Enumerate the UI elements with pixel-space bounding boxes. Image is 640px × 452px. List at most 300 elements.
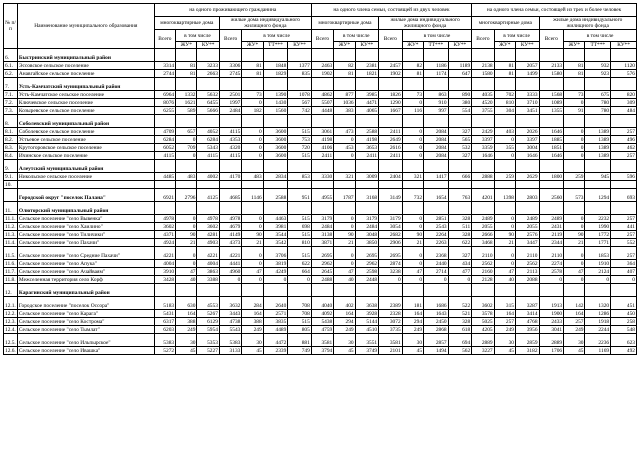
row-value: [154, 78, 175, 91]
row-value: [494, 160, 515, 173]
row-value: 3133: [219, 347, 241, 355]
row-value: 4052: [197, 128, 219, 136]
row-value: 4205: [472, 326, 494, 334]
row-number: 12.5.: [4, 334, 18, 347]
row-value: 142: [564, 297, 585, 310]
row-value: [311, 78, 333, 91]
row-value: 3578: [472, 310, 494, 318]
row-value: 0: [242, 99, 263, 107]
row-number: 11.4.: [5, 240, 16, 246]
row-value: 2244: [585, 326, 611, 334]
row-value: [197, 181, 219, 189]
row-value: 1568: [539, 91, 564, 99]
row-value: 3544: [263, 231, 288, 239]
row-value: 2368: [424, 247, 449, 260]
row-value: 3794: [311, 347, 333, 355]
row-name: Олюторский муниципальный район: [17, 202, 154, 215]
row-value: [516, 202, 540, 215]
row-value: 90: [176, 231, 197, 239]
row-name: Сельское поселение "село Средние Пахачи": [17, 247, 154, 260]
row-value: 0: [564, 247, 585, 260]
row-value: 6317: [154, 318, 175, 326]
row-value: 1853: [585, 247, 611, 260]
row-value: 5144: [355, 318, 379, 326]
table-row: [4, 223, 637, 231]
row-number: 8.4.: [4, 152, 18, 160]
row-value: 2084: [424, 136, 449, 144]
row-value: 0: [494, 223, 515, 231]
row-value: 1654: [424, 189, 449, 202]
row-value: 1706: [539, 347, 564, 355]
row-name: Ичинское сельское поселение: [17, 152, 154, 160]
table-row: [4, 70, 637, 78]
row-value: 2868: [424, 326, 449, 334]
row-value: 2128: [472, 276, 494, 284]
row-value: 3956: [516, 326, 540, 334]
row-value: 2649: [379, 136, 403, 144]
row-value: [311, 181, 333, 189]
row-value: 1332: [176, 91, 197, 99]
row-value: [355, 115, 379, 128]
row-value: 2389: [379, 297, 403, 310]
header-ku: КУ**: [355, 42, 379, 49]
row-value: 0: [288, 276, 312, 284]
row-value: [197, 49, 219, 62]
header-zhu: ЖУ*: [494, 42, 515, 49]
row-value: 2629: [516, 173, 540, 181]
row-value: 1643: [424, 310, 449, 318]
row-value: 492: [611, 347, 637, 355]
row-value: [539, 49, 564, 62]
table-row: [4, 144, 637, 152]
row-value: 5666: [197, 107, 219, 115]
row-value: 1560: [263, 107, 288, 115]
row-value: 5632: [197, 91, 219, 99]
row-value: [472, 202, 494, 215]
row-value: [564, 115, 585, 128]
row-value: [379, 160, 403, 173]
row-value: 2745: [219, 70, 241, 78]
row-value: [311, 202, 333, 215]
row-value: 249: [242, 326, 263, 334]
row-value: [242, 115, 263, 128]
row-value: 259: [494, 173, 515, 181]
header-mkd: многоквартирные дома: [154, 17, 219, 30]
row-value: 294: [402, 318, 423, 326]
header-total: Всего: [539, 30, 564, 49]
row-value: [448, 115, 472, 128]
row-value: [197, 284, 219, 297]
row-value: 5954: [197, 326, 219, 334]
row-value: 675: [585, 91, 611, 99]
header-num: № п/п: [4, 4, 18, 49]
row-value: 0: [564, 215, 585, 223]
row-value: 2484: [355, 223, 379, 231]
row-value: 47: [334, 268, 355, 276]
row-value: [288, 160, 312, 173]
row-value: [219, 181, 241, 189]
row-value: 0: [176, 247, 197, 260]
row-value: 47: [242, 268, 263, 276]
row-value: 732: [402, 189, 423, 202]
row-value: 3233: [197, 62, 219, 70]
table-row: [4, 181, 637, 189]
row-value: 2962: [355, 260, 379, 268]
row-value: [379, 49, 403, 62]
row-value: [334, 160, 355, 173]
row-value: [355, 49, 379, 62]
row-name: Сельское поселение "село Тиличики": [17, 231, 154, 239]
row-value: 4924: [154, 239, 175, 247]
row-value: 0: [539, 276, 564, 284]
header-total: Всего: [311, 30, 333, 49]
row-value: 1990: [585, 223, 611, 231]
row-value: 0: [564, 136, 585, 144]
row-value: 5383: [154, 334, 175, 347]
row-value: 81: [494, 70, 515, 78]
row-value: 4510: [355, 326, 379, 334]
row-value: 3600: [263, 152, 288, 160]
row-value: 515: [288, 318, 312, 326]
row-value: 0: [242, 247, 263, 260]
row-name: Усть-Камчатское сельское поселение: [17, 91, 154, 99]
table-row: [4, 136, 637, 144]
row-value: 364: [611, 260, 637, 268]
row-value: 257: [611, 231, 637, 239]
row-value: 2560: [539, 189, 564, 202]
row-value: 2084: [424, 144, 449, 152]
row-value: 8076: [154, 99, 175, 107]
row-value: 3600: [263, 144, 288, 152]
row-value: [472, 115, 494, 128]
row-value: 6284: [197, 136, 219, 144]
row-value: [448, 284, 472, 297]
header-mkd: многоквартирные дома: [472, 17, 539, 30]
row-value: [154, 49, 175, 62]
row-value: 2110: [516, 247, 540, 260]
header-izhs: жилые дома индивидуального жилищного фонда: [219, 17, 311, 30]
row-value: 4115: [154, 152, 175, 160]
row-value: 1398: [494, 189, 515, 202]
row-value: 2834: [263, 173, 288, 181]
row-value: 0: [402, 276, 423, 284]
row-value: 5353: [197, 334, 219, 347]
row-value: 618: [448, 326, 472, 334]
row-value: 5272: [154, 347, 175, 355]
row-value: 3602: [472, 297, 494, 310]
row-value: 515: [288, 128, 312, 136]
row-value: [424, 49, 449, 62]
row-value: 4040: [311, 297, 333, 310]
row-value: 6284: [154, 136, 175, 144]
row-value: 1646: [539, 152, 564, 160]
row-value: [263, 160, 288, 173]
row-value: 863: [424, 91, 449, 99]
header-tt: ТТ***: [585, 42, 611, 49]
row-value: 3306: [219, 62, 241, 70]
row-value: 4978: [197, 215, 219, 223]
row-value: [176, 202, 197, 215]
row-value: 3004: [516, 144, 540, 152]
row-value: 383: [334, 107, 355, 115]
row-number: 8.1.: [4, 128, 18, 136]
row-value: 2055: [516, 223, 540, 231]
row-value: 1189: [448, 62, 472, 70]
row-value: 0: [494, 152, 515, 160]
row-number: 9.: [4, 160, 18, 173]
table-row: [4, 276, 637, 284]
row-value: 4149: [219, 231, 241, 239]
row-value: 0: [176, 136, 197, 144]
row-value: 328: [448, 231, 472, 239]
row-value: 4115: [219, 152, 241, 160]
row-value: [611, 160, 637, 173]
row-value: 666: [448, 173, 472, 181]
row-value: 2057: [516, 62, 540, 70]
row-value: 2110: [539, 247, 564, 260]
row-value: 164: [564, 310, 585, 318]
row-value: 2663: [197, 70, 219, 78]
row-number: 12.1.: [4, 297, 18, 310]
row-number: 11.: [4, 202, 18, 215]
row-value: 259: [564, 173, 585, 181]
row-value: 2450: [424, 318, 449, 326]
row-value: 521: [448, 310, 472, 318]
row-value: 2113: [516, 268, 540, 276]
row-value: [154, 181, 175, 189]
row-value: 30: [176, 334, 197, 347]
row-value: [334, 181, 355, 189]
row-number: 6.1.: [4, 62, 18, 70]
row-value: [379, 78, 403, 91]
row-value: 2344: [539, 239, 564, 247]
row-value: 698: [288, 223, 312, 231]
row-value: 805: [288, 326, 312, 334]
row-value: 0: [611, 276, 637, 284]
row-value: 0: [564, 144, 585, 152]
table-row: [4, 318, 637, 326]
row-value: 3910: [154, 268, 175, 276]
row-value: [516, 115, 540, 128]
row-value: [494, 78, 515, 91]
row-number: [4, 189, 18, 202]
table-row: [4, 99, 637, 107]
row-value: 1918: [585, 318, 611, 326]
row-value: [448, 78, 472, 91]
row-value: 91: [564, 107, 585, 115]
row-value: 3054: [379, 223, 403, 231]
row-value: 4709: [154, 128, 175, 136]
header-name: Наименование муниципального образования: [17, 4, 154, 49]
row-value: 4759: [311, 326, 333, 334]
row-value: 890: [448, 91, 472, 99]
row-value: 6964: [154, 91, 175, 99]
header-zhu: ЖУ*: [334, 42, 355, 49]
row-value: 5267: [197, 310, 219, 318]
row-value: 82: [334, 62, 355, 70]
row-value: 3981: [263, 223, 288, 231]
row-value: 327: [448, 247, 472, 260]
row-value: 763: [448, 189, 472, 202]
row-value: 2463: [311, 62, 333, 70]
row-value: 2598: [355, 268, 379, 276]
row-value: [539, 181, 564, 189]
row-value: 1851: [539, 144, 564, 152]
row-value: [539, 160, 564, 173]
row-value: 702: [494, 91, 515, 99]
row-value: 4441: [219, 260, 241, 268]
row-value: 315: [494, 297, 515, 310]
row-value: 780: [585, 107, 611, 115]
row-value: 576: [611, 70, 637, 78]
header-zhu: ЖУ*: [402, 42, 423, 49]
header-mkd: многоквартирные дома: [311, 17, 378, 30]
table-row: [4, 215, 637, 223]
header-izhs: жилые дома индивидуального жилищного фонда: [379, 17, 472, 30]
row-name: Городское поселение "поселок Оссора": [17, 297, 154, 310]
row-value: 5383: [219, 334, 241, 347]
row-value: 657: [176, 128, 197, 136]
row-value: 5543: [219, 326, 241, 334]
row-value: 30: [334, 334, 355, 347]
row-value: 2588: [263, 189, 288, 202]
row-value: 0: [334, 260, 355, 268]
row-value: 4002: [197, 173, 219, 181]
row-value: 4170: [219, 173, 241, 181]
row-value: 451: [611, 297, 637, 310]
row-value: 4198: [311, 136, 333, 144]
row-name: Сельское поселение "село Ивашка": [17, 347, 154, 355]
row-value: 1290: [379, 99, 403, 107]
row-number: 6.: [4, 49, 18, 62]
row-value: [516, 160, 540, 173]
row-value: 1771: [585, 239, 611, 247]
row-name: Сельское поселение "село Ильпырское": [17, 334, 154, 347]
row-value: [402, 160, 423, 173]
row-value: 5343: [197, 144, 219, 152]
row-value: 5438: [311, 318, 333, 326]
row-value: [448, 160, 472, 173]
row-name: Устьевое сельское поселение: [17, 136, 154, 144]
row-value: 321: [334, 173, 355, 181]
row-value: [154, 160, 175, 173]
table-row: [4, 91, 637, 99]
row-value: 2404: [379, 173, 403, 181]
table-row: [4, 239, 637, 247]
row-value: 2084: [424, 152, 449, 160]
row-value: 0: [176, 260, 197, 268]
row-value: 0: [402, 223, 423, 231]
row-value: 4004: [197, 260, 219, 268]
row-value: 2562: [472, 260, 494, 268]
row-value: 562: [448, 347, 472, 355]
row-value: [424, 202, 449, 215]
row-value: 3443: [219, 310, 241, 318]
row-value: 2888: [472, 173, 494, 181]
row-value: [379, 202, 403, 215]
row-value: 4221: [197, 247, 219, 260]
header-zhu: ЖУ*: [242, 42, 263, 49]
row-value: 284: [242, 297, 263, 310]
row-value: 462: [611, 144, 637, 152]
row-value: 182: [242, 107, 263, 115]
row-value: 515: [288, 215, 312, 223]
row-value: 2274: [539, 260, 564, 268]
row-value: 441: [611, 223, 637, 231]
row-value: [311, 160, 333, 173]
header-total: Всего: [154, 30, 175, 49]
row-value: 3581: [311, 334, 333, 347]
row-value: 2803: [516, 189, 540, 202]
row-value: 2236: [585, 334, 611, 347]
row-value: 90: [494, 231, 515, 239]
row-value: 3179: [355, 215, 379, 223]
header-total: Всего: [379, 30, 403, 49]
row-value: 1294: [585, 189, 611, 202]
row-value: 1772: [585, 231, 611, 239]
row-name: Усть-Камчатский муниципальный район: [17, 78, 154, 91]
row-value: [585, 202, 611, 215]
header-including: в том числе: [334, 30, 379, 42]
row-value: 1580: [472, 70, 494, 78]
row-value: [288, 78, 312, 91]
row-value: 552: [611, 239, 637, 247]
row-value: 4115: [219, 128, 241, 136]
row-value: 73: [564, 91, 585, 99]
row-value: 0: [263, 276, 288, 284]
row-value: 0: [564, 260, 585, 268]
row-value: 1169: [585, 347, 611, 355]
table-row: [4, 107, 637, 115]
table-row: [4, 173, 637, 181]
row-value: [242, 202, 263, 215]
row-value: 1146: [242, 189, 263, 202]
row-name: Быстринский муниципальный район: [17, 49, 154, 62]
row-value: 2859: [516, 334, 540, 347]
row-value: 453: [334, 144, 355, 152]
row-value: 2433: [539, 318, 564, 326]
row-value: 81: [494, 62, 515, 70]
row-value: 4679: [219, 223, 241, 231]
row-value: 328: [448, 318, 472, 326]
row-name: Сельское поселение "село Карага": [17, 310, 154, 318]
row-value: 90: [242, 231, 263, 239]
row-value: [448, 181, 472, 189]
row-value: [424, 284, 449, 297]
row-value: 2381: [355, 62, 379, 70]
row-value: 3041: [539, 326, 564, 334]
row-value: 4463: [263, 215, 288, 223]
row-value: 3819: [263, 260, 288, 268]
table-row: [4, 247, 637, 260]
row-value: 181: [402, 297, 423, 310]
row-value: 742: [288, 107, 312, 115]
row-value: 294: [334, 318, 355, 326]
row-value: [379, 284, 403, 297]
row-value: 1646: [472, 152, 494, 160]
row-value: 2666: [472, 231, 494, 239]
row-value: 1036: [334, 99, 355, 107]
row-value: 3871: [311, 239, 333, 247]
row-value: 0: [334, 136, 355, 144]
table-row: [4, 347, 637, 355]
row-value: 2431: [539, 223, 564, 231]
row-value: [197, 202, 219, 215]
row-value: 116: [402, 107, 423, 115]
row-name: Сельское поселение "село Хаилино": [17, 223, 154, 231]
row-value: [472, 49, 494, 62]
header-zhu: ЖУ*: [176, 42, 197, 49]
